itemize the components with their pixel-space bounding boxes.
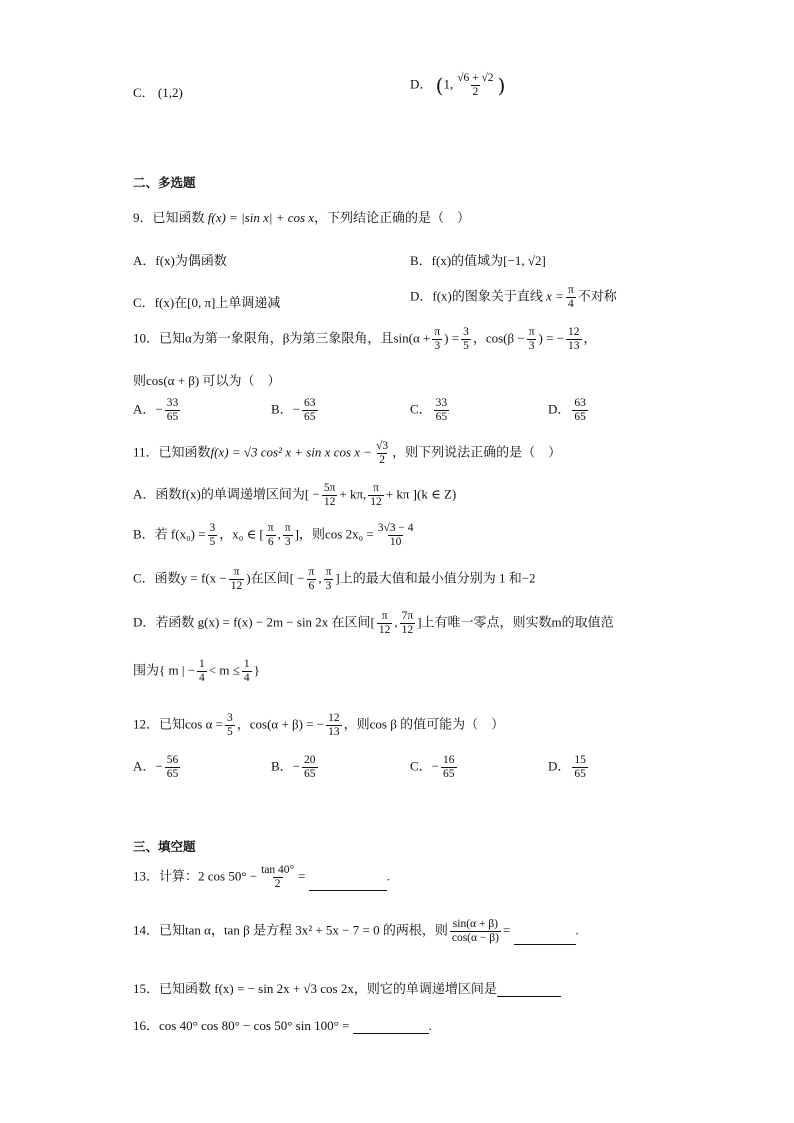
fraction [434,397,450,424]
paren-open: ( [435,73,444,98]
question-12 [133,712,504,739]
option-label: D． [548,758,571,774]
section-title: 三、填空题 [133,840,196,854]
fraction [259,864,296,891]
punct: . [428,1018,432,1033]
sign: − [431,758,440,774]
option-text: A．函数f(x)的单调递增区间为 [133,486,305,502]
formula: f(x) = |sin x| + cos x [207,210,315,225]
formula: f(x) = √3 cos² x + sin x cos x − [210,444,373,460]
fraction [165,397,181,424]
q12-option-b[interactable] [271,754,320,781]
fraction [208,522,218,549]
denominator: 10 [389,536,402,548]
denominator: 12 [401,624,414,636]
formula: [ − [304,486,320,502]
fraction [326,712,342,739]
fraction [400,610,416,637]
denominator: 5 [226,726,233,738]
q10-option-b[interactable] [271,397,320,424]
numerator: π [267,522,274,534]
fraction [461,326,471,353]
q11-option-a[interactable] [133,482,456,509]
numerator: sin(α + β) [452,918,498,930]
q9-option-d[interactable] [410,284,617,311]
fraction [377,610,393,637]
question-text: 13．计算：2 cos 50° − [133,868,258,884]
denominator: 65 [443,768,455,780]
section-title: 二、多选题 [133,176,196,190]
punct: . [575,922,579,938]
numerator: 3 [463,326,469,338]
answer-blank[interactable] [497,984,561,997]
question-text: ，则下列说法正确的是（ ） [392,444,562,460]
option-label: C． [133,85,155,100]
fraction [572,754,588,781]
question-text: 15．已知函数 f(x) = − sin 2x + √3 cos 2x，则它的单调递增区间是 [133,981,497,996]
option-text: 不对称 [577,288,617,304]
question-text: ，则cos β 的值可能为（ ） [343,716,505,732]
option-label: B． [271,758,293,774]
q9-option-c[interactable]: C．f(x)在[0, π]上单调递减 [133,295,281,310]
numerator: 5π [323,482,336,494]
answer-blank[interactable] [514,932,576,945]
question-14 [133,918,579,945]
fraction [302,754,318,781]
formula: + kπ ](k ∈ Z) [385,486,457,502]
fraction [527,326,537,353]
fraction [307,566,317,593]
question-15 [133,978,561,997]
numerator: √3 [376,440,389,452]
punct: , [394,614,398,630]
numerator: π [325,566,332,578]
numerator: π [434,326,441,338]
numerator: 33 [166,397,179,409]
formula: } [253,662,260,678]
denominator: 4 [199,672,205,684]
q11-option-b[interactable] [133,522,418,549]
option-label: D． [410,76,433,92]
q11-option-c[interactable] [133,566,536,593]
q12-option-c[interactable] [410,754,459,781]
fraction [376,522,416,549]
formula: cos(β − [485,330,525,346]
option-label: C． [410,401,432,417]
question-9 [133,207,470,226]
numerator: π [233,566,240,578]
denominator: 3 [528,340,535,352]
sign: − [155,758,163,774]
sign: − [292,401,301,417]
numerator: 12 [568,326,580,338]
fraction [322,482,338,509]
denominator: 2 [472,86,479,98]
denominator: 3 [434,340,441,352]
fraction [165,754,181,781]
formula: ) = [444,330,460,346]
numerator: 12 [328,712,340,724]
numerator: 7π [401,610,414,622]
numerator: 16 [443,754,455,766]
denominator: 2 [274,878,281,890]
q10-option-d[interactable] [548,397,590,424]
punct: ， [472,330,486,346]
numerator: π [381,610,388,622]
denominator: 5 [209,536,216,548]
value-one: 1, [443,76,454,92]
q9-option-a[interactable]: A．f(x)为偶函数 [133,253,227,268]
option-text: B．若 f(x₀) = [133,526,206,542]
formula: )在区间[ − [246,570,305,586]
option-label: D． [548,401,571,417]
option-text: 围为{ m | − [133,662,196,678]
numerator: 15 [574,754,586,766]
formula: x = [546,288,564,304]
denominator: 12 [370,496,382,508]
q10-option-a[interactable] [133,397,182,424]
question-10 [133,326,597,353]
numerator: tan 40° [261,864,295,876]
question-text: 12．已知cos α = [133,716,223,732]
numerator: √6 + √2 [457,72,494,84]
numerator: 3 [226,712,233,724]
punct: ， [583,330,597,346]
numerator: 1 [243,658,250,670]
numerator: 63 [574,397,586,409]
fraction [572,397,588,424]
fraction [455,72,495,99]
fraction [374,440,390,467]
question-text: ，下列结论正确的是（ ） [314,210,471,225]
option-text: C．函数y = f(x − [133,570,227,586]
numerator: π [567,284,574,296]
question-10-line2: 则cos(α + β) 可以为（ ） [133,373,281,388]
q11-option-d-line2 [133,658,260,685]
fraction [225,712,235,739]
denominator: 65 [574,411,586,423]
denominator: 12 [230,580,243,592]
question-text: 10．已知α为第一象限角，β为第三象限角，且 [133,330,394,346]
sign: − [292,758,301,774]
denominator: 5 [463,340,469,352]
question-11 [133,440,561,467]
option-text: D．若函数 g(x) = f(x) − 2m − sin 2x 在区间[ [133,614,375,630]
denominator: 12 [378,624,391,636]
formula: ) = − [538,330,565,346]
question-text: 11．已知函数 [133,444,211,460]
numerator: π [284,522,291,534]
denominator: 65 [435,411,448,423]
punct: , [277,526,281,542]
option-label: A． [133,758,156,774]
q10-option-c[interactable] [410,397,451,424]
formula: ，cos(α + β) = − [236,716,325,732]
fraction [283,522,293,549]
fraction [450,918,501,945]
option-text: ]上的最大值和最小值分别为 1 和−2 [335,570,536,586]
fraction [242,658,252,685]
formula: ]，则cos 2x₀ = [294,526,374,542]
numerator: 3√3 − 4 [377,522,414,534]
option-text: (1,2) [157,85,183,100]
option-text: D．f(x)的图象关于直线 [410,288,543,304]
fraction [566,284,576,311]
denominator: 13 [328,726,340,738]
fraction [441,754,457,781]
option-text: ]上有唯一零点，则实数m的取值范 [417,614,614,630]
numerator: 20 [304,754,316,766]
formula: = [298,868,306,884]
q12-option-a[interactable] [133,754,182,781]
formula: < m ≤ [208,662,240,678]
punct: . [386,868,390,884]
formula: sin(α + [393,330,431,346]
denominator: 65 [304,768,316,780]
denominator: 4 [567,298,574,310]
fraction [432,326,442,353]
fraction [566,326,582,353]
q9-option-b[interactable]: B．f(x)的值域为[−1, √2] [410,253,546,268]
numerator: 1 [199,658,205,670]
denominator: 6 [308,580,315,592]
answer-blank[interactable] [309,878,387,891]
option-label: C． [410,758,432,774]
question-16 [133,1015,432,1034]
punct: , [318,570,322,586]
denominator: 3 [284,536,291,548]
denominator: 3 [325,580,332,592]
paren-close: ) [497,73,506,98]
question-13 [133,864,390,891]
option-label: A． [133,401,156,417]
denominator: 65 [166,768,179,780]
denominator: 4 [243,672,250,684]
numerator: 3 [209,522,216,534]
fraction [368,482,384,509]
denominator: cos(α − β) [451,932,499,944]
numerator: 33 [435,397,448,409]
numerator: π [528,326,535,338]
denominator: 65 [574,768,586,780]
option-label: B． [271,401,293,417]
numerator: 63 [304,397,316,409]
fraction [197,658,207,685]
fraction [229,566,245,593]
denominator: 2 [379,454,385,466]
formula: ，x₀ ∈ [ [219,526,264,542]
denominator: 13 [568,340,580,352]
fraction [324,566,334,593]
q12-option-d[interactable] [548,754,590,781]
numerator: π [373,482,379,494]
numerator: π [308,566,315,578]
option-d-top [410,72,505,99]
denominator: 12 [323,496,336,508]
q11-option-d[interactable] [133,610,614,637]
numerator: 56 [166,754,179,766]
denominator: 65 [166,411,179,423]
denominator: 65 [304,411,316,423]
fraction [266,522,276,549]
option-c-top [133,82,183,101]
sign: − [155,401,163,417]
formula: = [502,922,511,938]
formula: + kπ, [339,486,367,502]
question-text: 9．已知函数 [133,210,205,225]
question-text: 14．已知tan α，tan β 是方程 3x² + 5x − 7 = 0 的两根，则 [133,922,448,938]
answer-blank[interactable] [353,1021,429,1034]
denominator: 6 [267,536,274,548]
fraction [302,397,318,424]
question-text: 16．cos 40° cos 80° − cos 50° sin 100° = [133,1018,350,1033]
